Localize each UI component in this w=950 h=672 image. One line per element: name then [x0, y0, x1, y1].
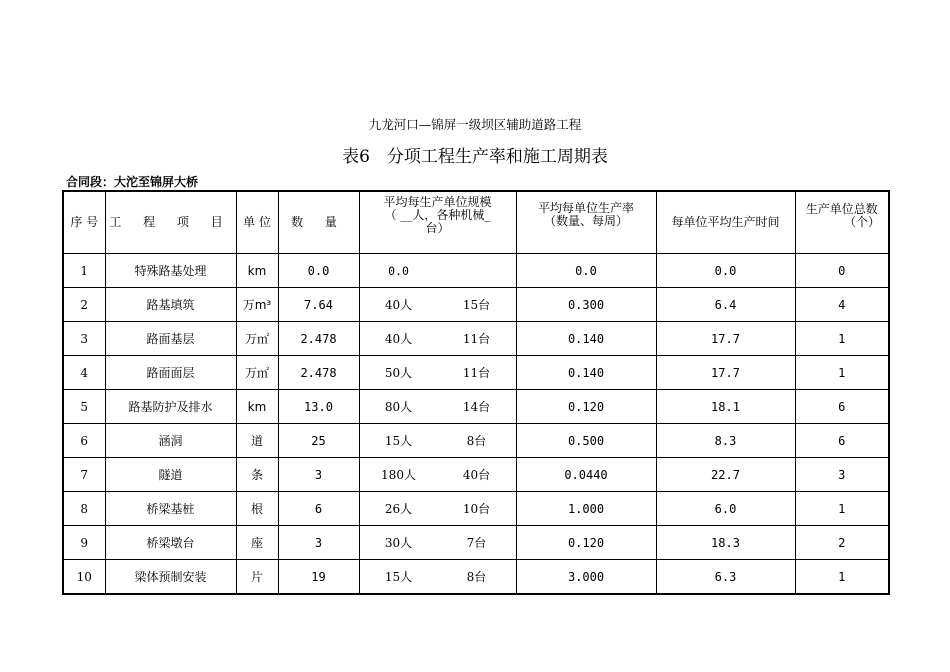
cell-quantity: 25 [278, 424, 359, 458]
cell-machines: 11台 [462, 366, 491, 380]
cell-project-name: 梁体预制安装 [105, 560, 236, 595]
cell-scale [359, 322, 516, 356]
cell-time: 17.7 [656, 322, 795, 356]
table-row [63, 458, 889, 492]
cell-people: 30人 [384, 536, 413, 550]
header-rate [516, 191, 656, 254]
cell-quantity: 2.478 [278, 322, 359, 356]
cell-seq: 6 [63, 424, 105, 458]
table-row [63, 322, 889, 356]
table-header-row [63, 191, 889, 254]
cell-scale [359, 254, 516, 288]
header-time: 每单位平均生产时间 [656, 191, 795, 254]
cell-machines [451, 264, 503, 278]
cell-unit: 万㎡ [236, 356, 278, 390]
header-rate-line2: （数量、每周） [543, 214, 628, 228]
scale-gap [425, 330, 451, 347]
cell-scale [359, 492, 516, 526]
cell-project-name: 路面面层 [105, 356, 236, 390]
cell-rate: 0.140 [516, 322, 656, 356]
cell-seq: 2 [63, 288, 105, 322]
cell-machines: 7台 [466, 536, 487, 550]
table-row [63, 390, 889, 424]
cell-unit: 万m³ [236, 288, 278, 322]
cell-total: 0 [795, 254, 889, 288]
cell-unit: 条 [236, 458, 278, 492]
cell-rate: 0.140 [516, 356, 656, 390]
document-subtitle: 九龙河口—锦屏一级坝区辅助道路工程 [368, 117, 582, 132]
scale-gap [425, 264, 451, 278]
cell-machines: 14台 [462, 400, 491, 414]
scale-gap [425, 296, 451, 313]
cell-machines: 10台 [462, 502, 491, 516]
cell-people: 50人 [384, 366, 413, 380]
cell-time: 18.3 [656, 526, 795, 560]
cell-project-name: 路基填筑 [105, 288, 236, 322]
cell-machines: 8台 [466, 570, 487, 584]
cell-seq: 3 [63, 322, 105, 356]
cell-people: 80人 [384, 400, 413, 414]
cell-project-name: 桥梁基桩 [105, 492, 236, 526]
cell-scale [359, 560, 516, 595]
cell-total: 6 [795, 424, 889, 458]
header-project: 工 程 项 目 [105, 191, 236, 254]
cell-unit: 座 [236, 526, 278, 560]
cell-total: 2 [795, 526, 889, 560]
cell-machines: 15台 [462, 298, 491, 312]
cell-people: 15人 [384, 570, 413, 584]
header-scale-line2: （ __人，各种机械_ [384, 208, 491, 222]
cell-machines: 40台 [462, 468, 491, 482]
cell-time: 6.0 [656, 492, 795, 526]
scale-gap [425, 534, 451, 551]
cell-project-name: 涵洞 [105, 424, 236, 458]
header-rate-line1: 平均每单位生产率 [537, 201, 634, 215]
cell-project-name: 路基防护及排水 [105, 390, 236, 424]
cell-total: 1 [795, 560, 889, 595]
table-row [63, 560, 889, 595]
cell-scale [359, 288, 516, 322]
table-row [63, 492, 889, 526]
cell-total: 1 [795, 322, 889, 356]
cell-unit: 片 [236, 560, 278, 595]
header-unit: 单 位 [236, 191, 278, 254]
scale-group [360, 466, 516, 483]
cell-unit: 根 [236, 492, 278, 526]
scale-gap [425, 500, 451, 517]
cell-rate: 0.120 [516, 526, 656, 560]
cell-time: 6.3 [656, 560, 795, 595]
cell-seq: 1 [63, 254, 105, 288]
scale-group [360, 330, 516, 347]
cell-people: 26人 [384, 502, 413, 516]
header-total-line1: 生产单位总数 [805, 202, 878, 216]
cell-project-name: 特殊路基处理 [105, 254, 236, 288]
cell-time: 17.7 [656, 356, 795, 390]
cell-time: 22.7 [656, 458, 795, 492]
cell-scale [359, 526, 516, 560]
cell-rate: 0.0440 [516, 458, 656, 492]
cell-scale [359, 356, 516, 390]
scale-gap [425, 432, 451, 449]
cell-total: 1 [795, 492, 889, 526]
cell-time: 8.3 [656, 424, 795, 458]
cell-unit: km [236, 390, 278, 424]
cell-project-name: 路面基层 [105, 322, 236, 356]
cell-seq: 9 [63, 526, 105, 560]
cell-time: 18.1 [656, 390, 795, 424]
cell-people: 0.0 [388, 263, 409, 278]
scale-group [360, 432, 516, 449]
cell-machines: 11台 [462, 332, 491, 346]
cell-total: 6 [795, 390, 889, 424]
cell-total: 1 [795, 356, 889, 390]
scale-gap [425, 466, 451, 483]
header-total-line2: （个） [843, 215, 880, 229]
cell-project-name: 隧道 [105, 458, 236, 492]
cell-scale [359, 458, 516, 492]
scale-group [360, 264, 516, 278]
cell-project-name: 桥梁墩台 [105, 526, 236, 560]
contract-section-label: 合同段：大沱至锦屏大桥 [66, 175, 199, 189]
cell-time: 6.4 [656, 288, 795, 322]
table-row [63, 424, 889, 458]
cell-quantity: 3 [278, 458, 359, 492]
cell-quantity: 6 [278, 492, 359, 526]
cell-rate: 0.300 [516, 288, 656, 322]
scale-gap [425, 364, 451, 381]
cell-people: 180人 [381, 468, 416, 482]
header-seq: 序 号 [63, 191, 105, 254]
header-scale [359, 191, 516, 254]
cell-rate: 0.120 [516, 390, 656, 424]
cell-unit: km [236, 254, 278, 288]
header-total [795, 191, 889, 254]
scale-group [360, 398, 516, 415]
cell-unit: 万㎡ [236, 322, 278, 356]
scale-group [360, 296, 516, 313]
scale-group [360, 568, 516, 585]
table-row [63, 254, 889, 288]
cell-seq: 10 [63, 560, 105, 595]
cell-total: 4 [795, 288, 889, 322]
cell-unit: 道 [236, 424, 278, 458]
cell-seq: 4 [63, 356, 105, 390]
header-quantity: 数 量 [278, 191, 359, 254]
scale-group [360, 500, 516, 517]
cell-machines: 8台 [466, 434, 487, 448]
cell-quantity: 2.478 [278, 356, 359, 390]
cell-quantity: 3 [278, 526, 359, 560]
cell-quantity: 13.0 [278, 390, 359, 424]
cell-total: 3 [795, 458, 889, 492]
cell-people: 15人 [384, 434, 413, 448]
cell-people: 40人 [384, 332, 413, 346]
cell-scale [359, 390, 516, 424]
cell-time: 0.0 [656, 254, 795, 288]
table-row [63, 526, 889, 560]
header-scale-line3: 台） [425, 221, 450, 235]
cell-rate: 1.000 [516, 492, 656, 526]
cell-rate: 3.000 [516, 560, 656, 595]
cell-seq: 7 [63, 458, 105, 492]
scale-group [360, 364, 516, 381]
cell-scale [359, 424, 516, 458]
cell-quantity: 0.0 [278, 254, 359, 288]
cell-quantity: 7.64 [278, 288, 359, 322]
cell-rate: 0.0 [516, 254, 656, 288]
cell-people: 40人 [384, 298, 413, 312]
cell-quantity: 19 [278, 560, 359, 595]
table-row [63, 356, 889, 390]
cell-seq: 5 [63, 390, 105, 424]
scale-gap [425, 398, 451, 415]
document-title: 表6 分项工程生产率和施工周期表 [342, 147, 608, 167]
cell-seq: 8 [63, 492, 105, 526]
table-row [63, 288, 889, 322]
productivity-table [62, 190, 890, 595]
scale-group [360, 534, 516, 551]
cell-rate: 0.500 [516, 424, 656, 458]
scale-gap [425, 568, 451, 585]
header-scale-line1: 平均每生产单位规模 [383, 195, 492, 209]
